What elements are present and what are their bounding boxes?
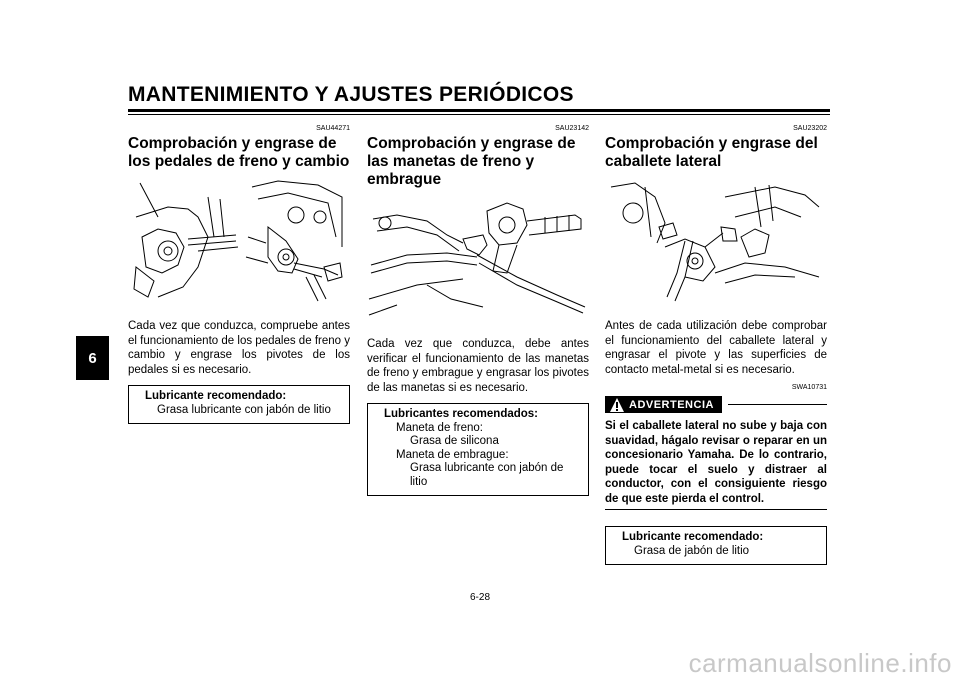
section-pedals [128,124,350,424]
lubricant-box [605,526,827,565]
warning-text: Si el caballete lateral no sube y baja con suavidad, hágalo revisar o reparar en un concesionario Yamaha. De lo contrario, puede tocar el suelo y distraer al conductor, con el consiguiente riesgo de que este pierda el control. [605,420,827,505]
warning-end-rule [605,509,827,510]
section-levers [367,124,589,496]
title-rule-thin [128,114,830,115]
page-number: 6-28 [470,592,491,603]
lubricant-title: Lubricante recomendado: [145,390,287,402]
lubricant-title: Lubricante recomendado: [622,531,764,543]
warning-block [605,383,827,510]
warning-label: ADVERTENCIA [629,398,714,411]
section-body: Antes de cada utilización debe comprobar el funcionamiento del caballete lateral y engrasar el pivote y las superficies de contacto metal-metal si es necesario. [605,320,827,376]
levers-illustration [367,195,589,323]
section-heading: Comprobación y engrase del caballete lateral [605,135,818,170]
section-body: Cada vez que conduzca, compruebe antes el funcionamiento de los pedales de freno y cambio y engrase los pivotes de los pedales si es necesario. [128,320,350,376]
chapter-tab: 6 [76,336,109,380]
section-heading: Comprobación y engrase de las manetas de freno y embrague [367,135,576,188]
title-rule [128,109,830,112]
clutch-lever-value: Grasa lubricante con jabón de litio [410,462,564,488]
section-sidestand [605,124,827,565]
lubricants-title: Lubricantes recomendados: [384,408,539,420]
lubricants-box [367,403,589,496]
sidestand-illustration [605,177,827,305]
section-code: SAU23202 [793,125,827,132]
section-body: Cada vez que conduzca, debe antes verificar el funcionamiento de las manetas de freno y embrague y engrasar los pivotes de las manetas si es necesario. [367,338,589,394]
clutch-lever-label: Maneta de embrague: [396,448,509,461]
warning-code: SWA10731 [791,384,827,391]
brake-lever-value: Grasa de silicona [410,435,499,447]
page-title: MANTENIMIENTO Y AJUSTES PERIÓDICOS [128,83,574,106]
lubricant-value: Grasa de jabón de litio [634,544,750,557]
watermark: carmanualsonline.info [688,648,952,678]
pedals-illustration [128,177,350,305]
warning-rule [728,404,827,405]
section-heading: Comprobación y engrase de los pedales de freno y cambio [128,135,350,170]
brake-lever-label: Maneta de freno: [396,421,483,434]
warning-badge [605,396,722,413]
lubricant-box [128,385,350,424]
lubricant-value: Grasa lubricante con jabón de litio [157,403,331,416]
section-code: SAU44271 [316,125,350,132]
warning-icon [609,397,625,413]
section-code: SAU23142 [555,125,589,132]
